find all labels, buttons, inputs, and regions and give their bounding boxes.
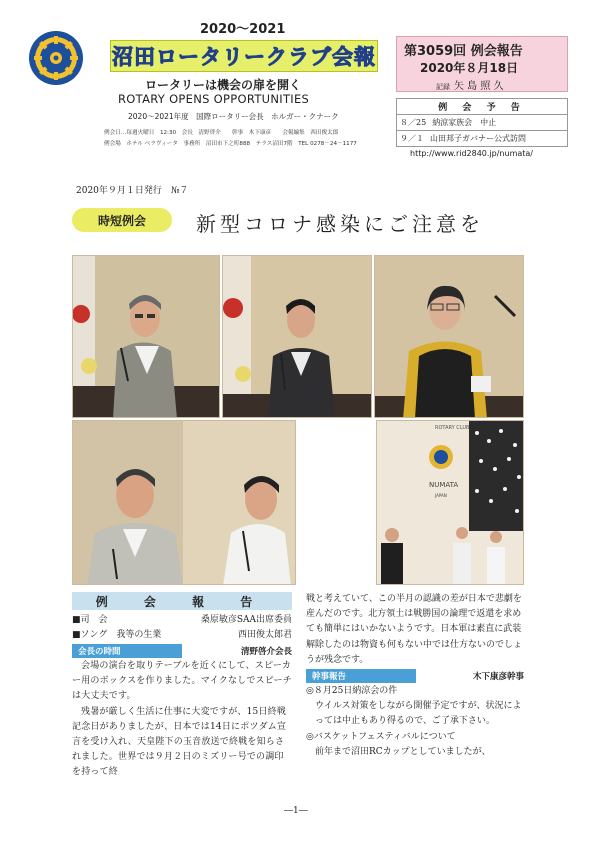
report-right-column bbox=[306, 592, 524, 760]
program-line bbox=[72, 613, 292, 628]
club-meta-line-2: 例会場 ホテル ベラヴィータ 事務所 沼田市下之町888 テラス沼田7階 TEL 0278－24－1177 bbox=[104, 141, 357, 147]
photo-stage bbox=[376, 420, 524, 585]
program-line bbox=[72, 628, 292, 643]
secretary-bar bbox=[306, 669, 524, 683]
club-url-link[interactable]: http://www.rid2840.jp/numata/ bbox=[410, 149, 534, 158]
photo-speaker-3 bbox=[374, 255, 524, 418]
secretary-item-title: ◎８月25日納涼会の件 bbox=[306, 686, 398, 697]
secretary-label: 幹事報告 bbox=[306, 669, 416, 683]
report-date: 2020年８月18日 bbox=[420, 61, 519, 75]
program-role: ■司 会 bbox=[72, 615, 108, 625]
report-title: 第3059回 例会報告 bbox=[404, 44, 523, 59]
secretary-item-body: ウイルス対策をしながら開催予定ですが、状況によっては中止もあり得るので、ご了承下さい。 bbox=[315, 701, 522, 727]
season-line: 2020～2021年度 国際ロータリー会長 ホルガー・クナーク bbox=[128, 112, 339, 121]
program-name: 桑原敏彦SAA出席委員 bbox=[200, 615, 292, 625]
president-paragraph: 会場の演台を取りテーブルを近くにして、スピーカー用のボックスを作りました。マイクなしでスピーチは大丈夫です。 bbox=[72, 661, 292, 702]
schedule-table bbox=[396, 98, 568, 147]
president-bar bbox=[72, 644, 292, 658]
photo-text-numata: NUMATA bbox=[429, 481, 459, 489]
schedule-date: ９／１ bbox=[400, 134, 424, 143]
photo-speaker-4 bbox=[72, 420, 296, 585]
report-left-column bbox=[72, 592, 292, 781]
secretary-name: 木下康彦幹事 bbox=[472, 672, 524, 683]
continued-paragraph: 戦と考えていて、この半月の認識の差が日本で悲劇を産んだのです。北方領土は戦勝国の論理で返還を求めても簡単にはいかないようです。日本軍は素直に武装解除したのは物資も何もない中では仕方ないのでしょうが残念です。 bbox=[306, 594, 523, 665]
secretary-item-title: ◎バスケットフェスティバルについて bbox=[306, 731, 456, 742]
title-tag: 時短例会 bbox=[72, 208, 172, 232]
schedule-row bbox=[397, 131, 567, 146]
schedule-date: ８／25 bbox=[400, 118, 427, 127]
president-name: 清野啓介会長 bbox=[240, 647, 292, 657]
photo-speaker-2 bbox=[222, 255, 372, 418]
secretary-item-body: 前年まで沼田RCカップとしていましたが、 bbox=[315, 746, 491, 757]
report-section-heading: 例 会 報 告 bbox=[72, 592, 292, 610]
program-name: 西田俊太郎君 bbox=[237, 630, 292, 640]
club-name-banner bbox=[110, 40, 378, 72]
headline: 新型コロナ感染にご注意を bbox=[196, 212, 484, 236]
photo-text-japan: JAPAN bbox=[435, 493, 447, 498]
schedule-text: 納涼家族会 中止 bbox=[432, 118, 497, 127]
year-range: 2020～2021 bbox=[200, 22, 286, 37]
photo-speaker-1 bbox=[72, 255, 220, 418]
slogan-english: ROTARY OPENS OPPORTUNITIES bbox=[118, 92, 310, 106]
issue-line: 2020年９月１日発行 №７ bbox=[76, 186, 189, 196]
recorder-label: 記録 bbox=[436, 83, 450, 91]
schedule-text: 山田邦子ガバナー公式訪問 bbox=[430, 134, 526, 143]
club-name: 沼田ロータリークラブ会報 bbox=[112, 45, 376, 69]
recorder-name: 矢 島 照 久 bbox=[454, 81, 504, 92]
photo-text-rotary-club: ROTARY CLUB bbox=[435, 425, 470, 431]
schedule-row bbox=[397, 115, 567, 131]
page-number: ―1― bbox=[284, 806, 308, 816]
president-paragraph: 残暑が厳しく生活に仕事に大変ですが、15日終戦記念日がありましたが、日本では14日にポツダム宣言を受け入れ、天皇陛下の玉音放送で終戦を知らされました。世界では９月２日のミズリー号での調印を持って終 bbox=[72, 706, 287, 778]
president-label: 会長の時間 bbox=[72, 644, 182, 658]
recorder bbox=[436, 77, 504, 92]
slogan-japanese: ロータリーは機会の扉を開く bbox=[145, 78, 302, 92]
club-meta-line-1: 例会日…毎週火曜日 12:30 会長 清野啓介 幹事 木下康彦 会報編集 西田俊太郎 bbox=[104, 130, 339, 136]
program-role: ■ソング 我等の生業 bbox=[72, 630, 162, 640]
schedule-heading: 例 会 予 告 bbox=[397, 99, 567, 115]
rotary-logo-icon bbox=[28, 30, 84, 86]
